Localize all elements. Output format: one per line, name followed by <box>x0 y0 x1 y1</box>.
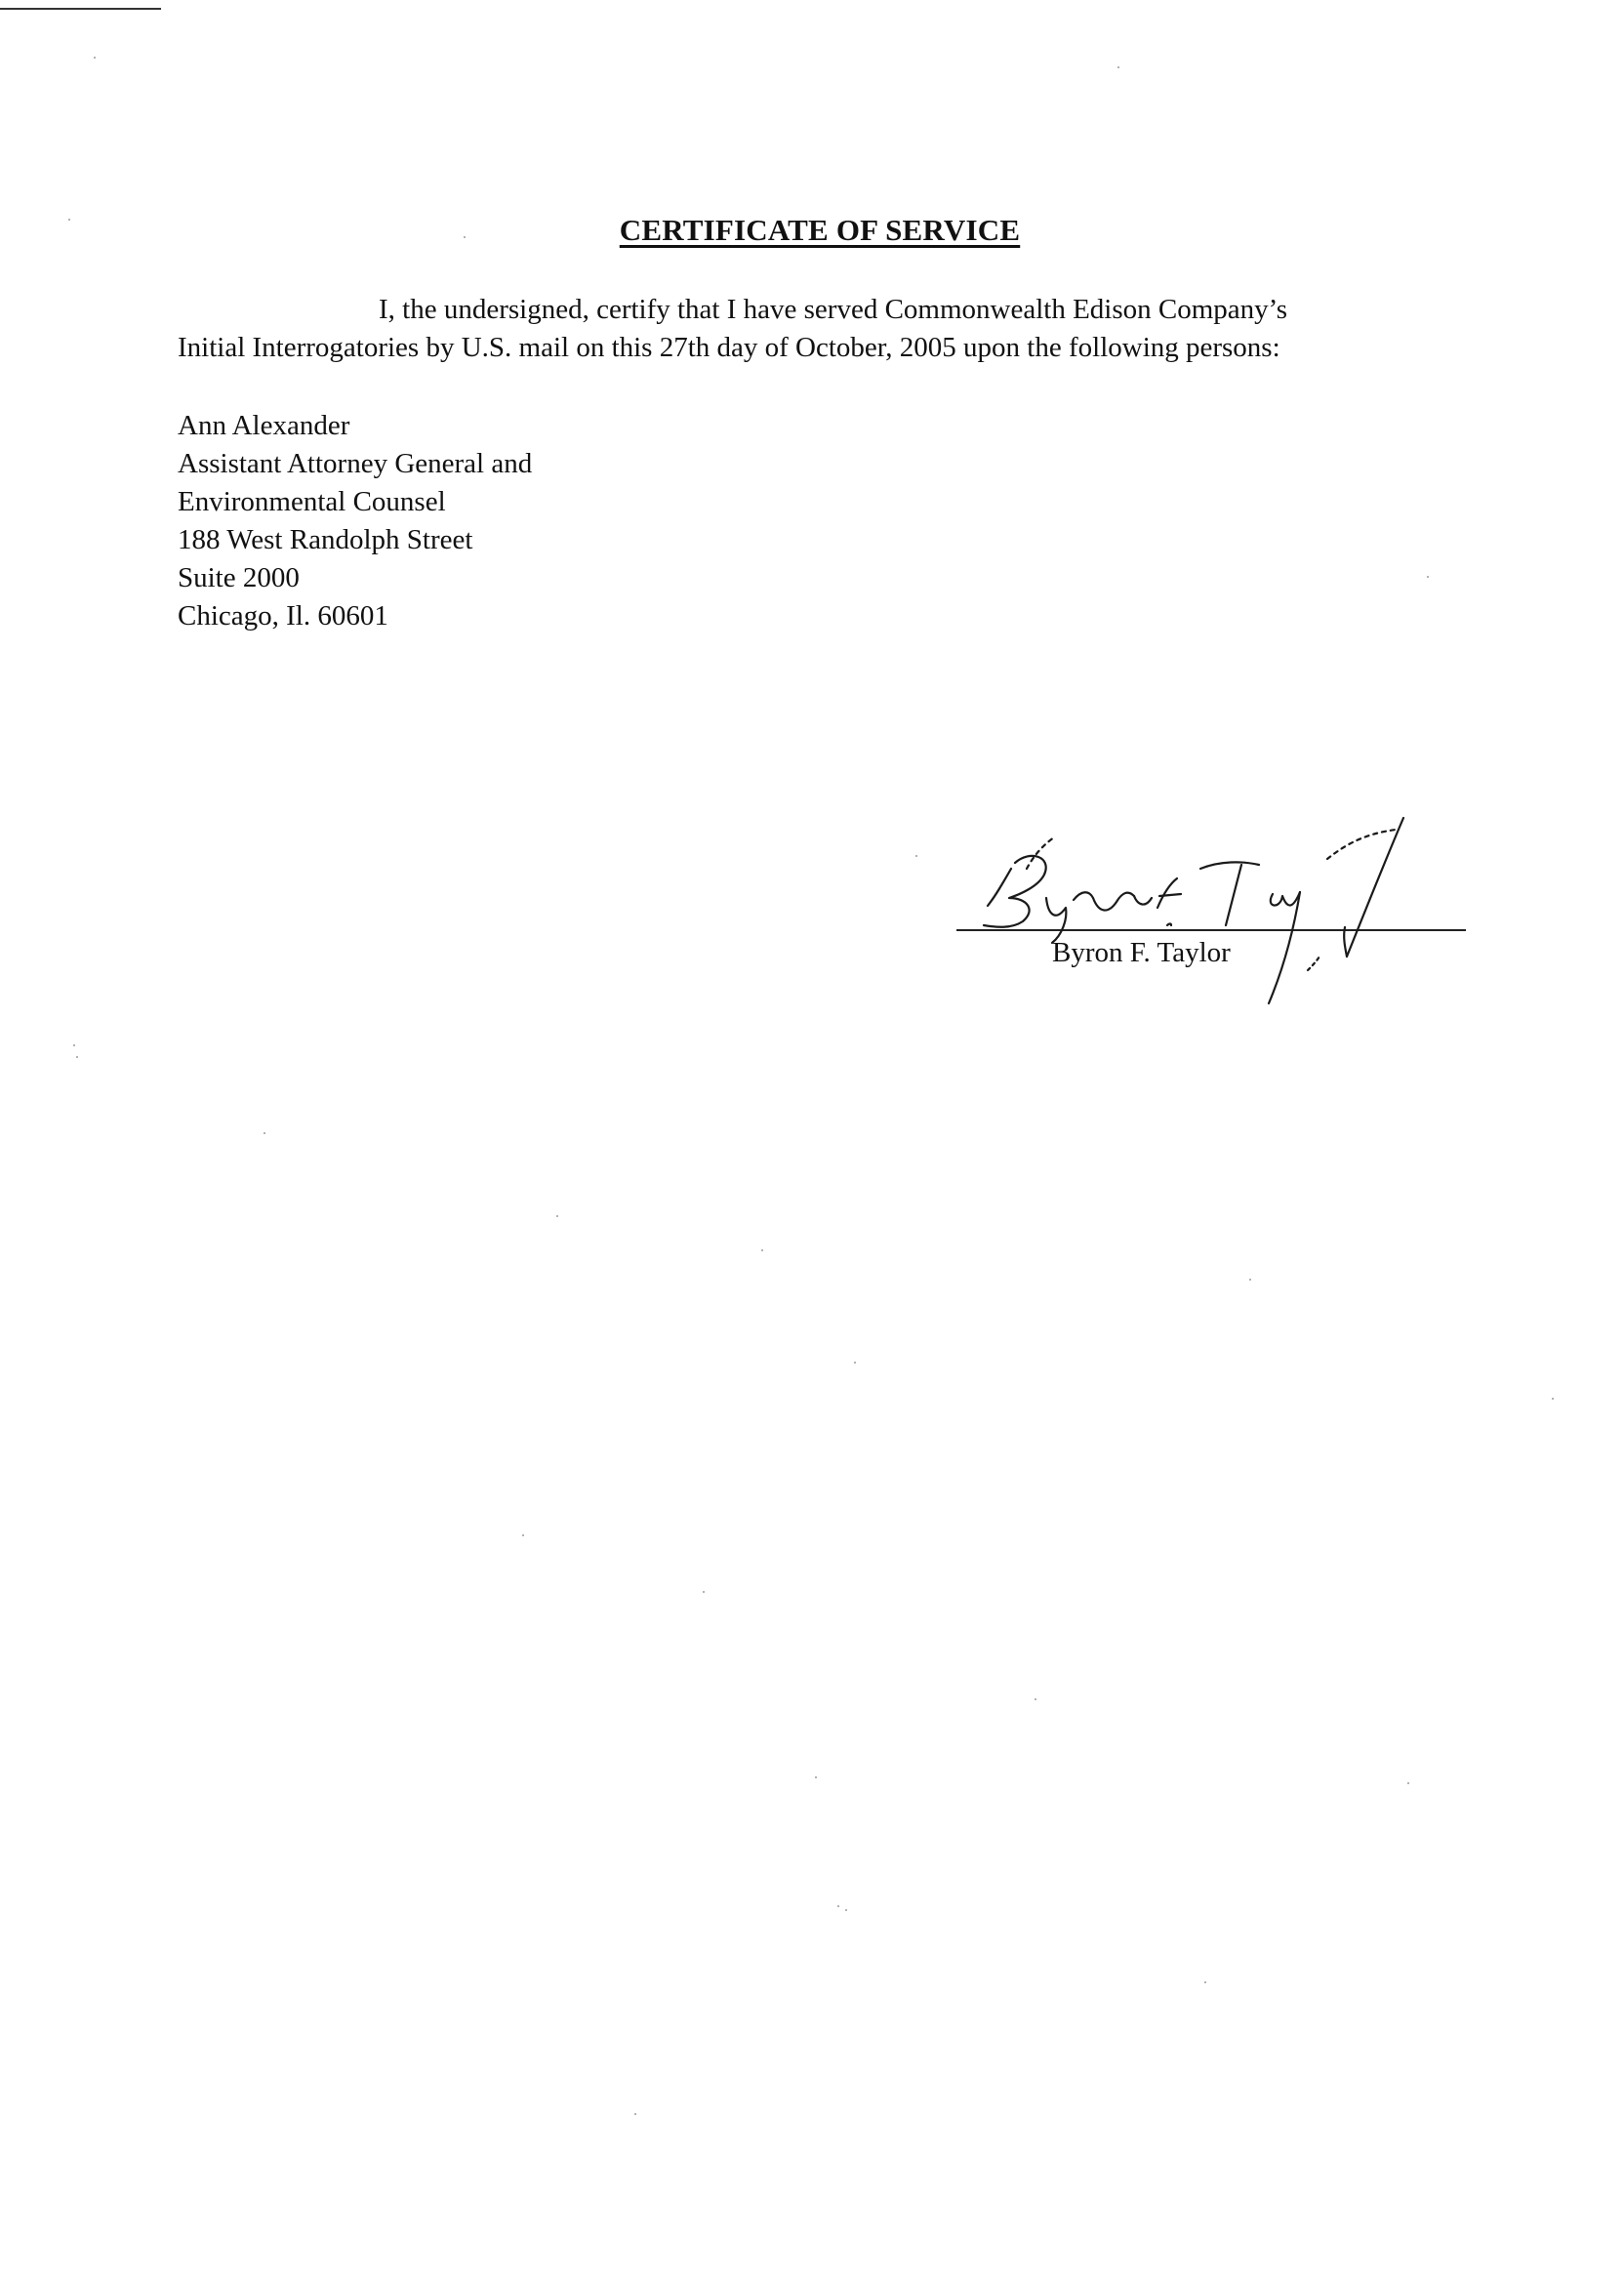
scan-speck <box>1407 1782 1409 1784</box>
scan-speck <box>634 2113 636 2115</box>
scan-speck <box>264 1132 265 1134</box>
scan-speck <box>837 1905 839 1907</box>
recipient-address <box>178 407 532 635</box>
scan-speck <box>815 1776 817 1778</box>
recipient-city-line: Chicago, Il. 60601 <box>178 600 388 632</box>
scan-speck <box>915 855 917 857</box>
scan-speck <box>464 236 466 238</box>
recipient-street: 188 West Randolph Street <box>178 524 473 555</box>
scan-speck <box>1249 1279 1251 1281</box>
scan-speck <box>556 1215 558 1217</box>
scan-speck <box>522 1534 524 1536</box>
certification-line-2: Initial Interrogatories by U.S. mail on this 27th day of October, 2005 upon the following persons: <box>178 332 1280 363</box>
certification-paragraph <box>178 291 1446 367</box>
scan-speck <box>703 1591 705 1593</box>
signature-block <box>937 800 1464 1035</box>
scan-speck <box>761 1249 763 1251</box>
signer-name: Byron F. Taylor <box>1052 937 1231 968</box>
recipient-suite: Suite 2000 <box>178 562 300 593</box>
scan-speck <box>1204 1981 1206 1983</box>
scan-speck <box>76 1056 78 1058</box>
recipient-name: Ann Alexander <box>178 410 350 441</box>
scan-speck <box>94 57 96 59</box>
certification-line-1: I, the undersigned, certify that I have served Commonwealth Edison Company’s <box>379 294 1288 325</box>
scan-speck <box>73 1044 75 1046</box>
scan-speck <box>1035 1698 1036 1700</box>
handwritten-signature <box>937 800 1464 1035</box>
recipient-title-line-1: Assistant Attorney General and <box>178 448 533 479</box>
recipient-title-line-2: Environmental Counsel <box>178 486 446 517</box>
scan-speck <box>1552 1398 1554 1400</box>
scan-speck <box>1427 576 1429 578</box>
scan-speck <box>854 1362 856 1364</box>
document-title: CERTIFICATE OF SERVICE <box>619 213 1021 247</box>
scan-speck <box>1117 66 1119 68</box>
scan-speck <box>68 219 70 221</box>
scan-speck <box>845 1909 847 1911</box>
scan-edge-line <box>0 8 161 10</box>
